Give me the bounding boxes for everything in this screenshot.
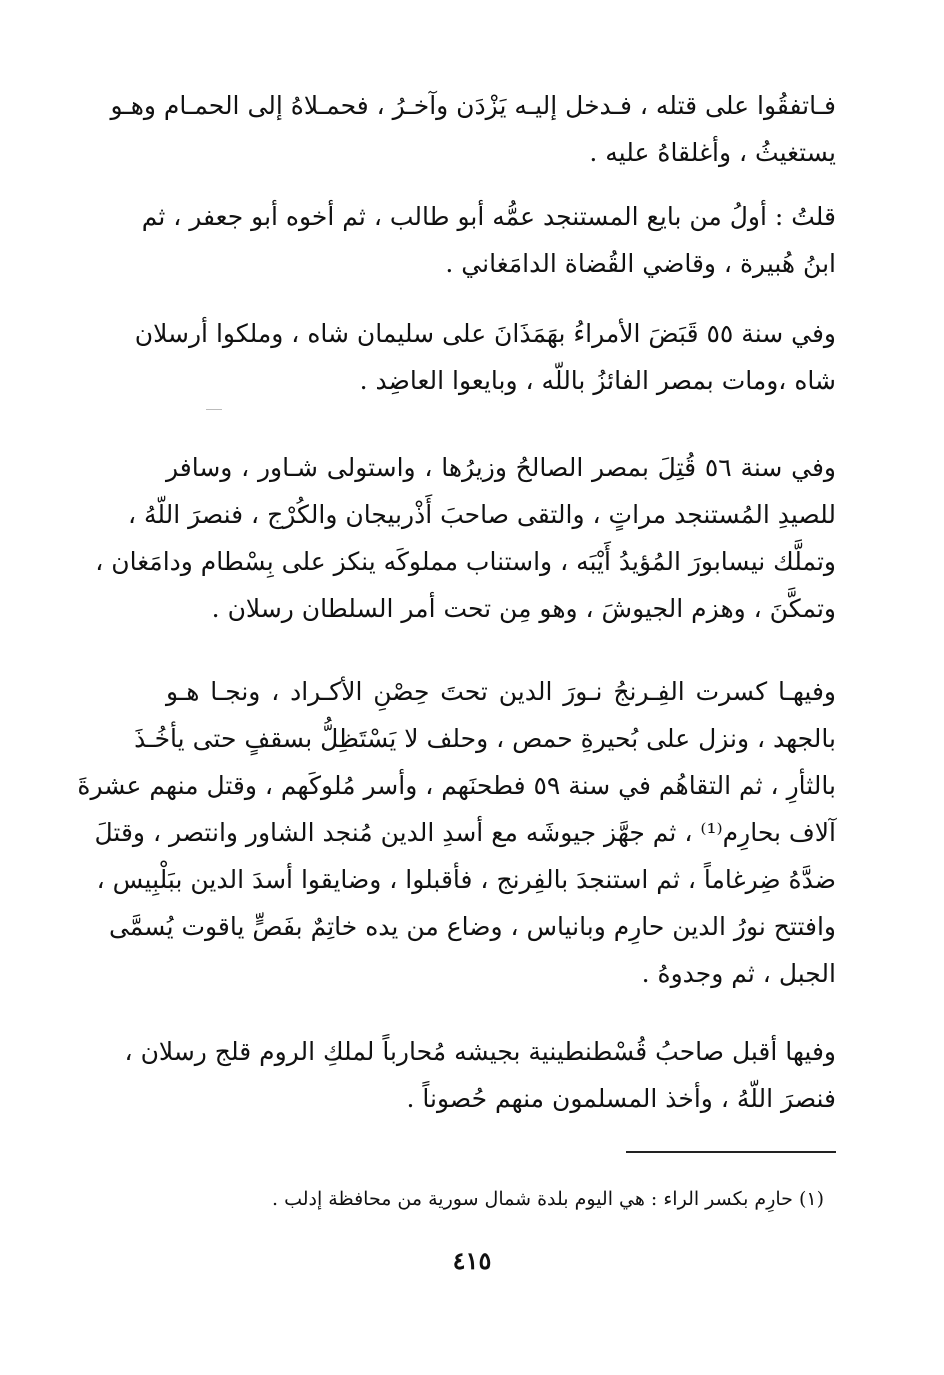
text-line: شاه ،ومات بمصر الفائزُ باللّه ، وبايعوا العاضِد . — [359, 366, 836, 395]
text-line: وفيهـا كسرت الفِـرنجُ نـورَ الدين تحتَ حِصْنِ الأكـراد ، ونجـا هـو — [166, 677, 836, 706]
text-line: فـاتفقُوا على قتله ، فـدخل إليـه يَزْدَن وآخـرُ ، فحمـلاهُ إلى الحمـام وهـو — [110, 91, 836, 120]
text-line: قلتُ : أولُ من بايع المستنجد عمُّه أبو طالب ، ثم أخوه أبو جعفر ، ثم — [141, 202, 836, 231]
text-line: بالجهد ، ونزل على بُحيرةِ حمص ، وحلف لا يَسْتَظِلُّ بسقفٍ حتى يأخُـذَ — [134, 724, 836, 753]
print-mark — [206, 409, 222, 410]
paragraph-2 — [141, 193, 836, 287]
text-line: آلاف بحارِم⁽¹⁾ ، ثم جهَّز جيوشَه مع أسدِ الدين مُنجد الشاور وانتصر ، وقتلَ — [94, 818, 836, 847]
text-line: وفيها أقبل صاحبُ قُسْطنطينية بجيشه مُحارباً لملكِ الروم قلج رسلان ، — [124, 1037, 836, 1066]
paragraph-1 — [110, 82, 836, 176]
footnote-divider — [626, 1151, 836, 1153]
text-line: الجبل ، ثم وجدوهُ . — [641, 959, 836, 988]
text-line: وافتتح نورُ الدين حارِم وبانياس ، وضاع من يده خاتِمٌ بفَصٍّ ياقوت يُسمَّى — [108, 912, 836, 941]
paragraph-4 — [95, 444, 836, 632]
text-line: بالثأرِ ، ثم التقاهُم في سنة ٥٩ فطحنَهم ، وأسر مُلوكَهم ، وقتل منهم عشرةَ — [77, 771, 836, 800]
page-number: ٤١٥ — [452, 1246, 492, 1275]
paragraph-6 — [124, 1028, 836, 1122]
text-line: للصيدِ المُستنجد مراتٍ ، والتقى صاحبَ أَذْربيجان والكُرْج ، فنصرَ اللّهُ ، — [127, 500, 836, 529]
footnote: (١) حارِم بكسر الراء : هي اليوم بلدة شمال سورية من محافظة إدلب . — [272, 1188, 824, 1210]
text-line: وتمكَّنَ ، وهزم الجيوشَ ، وهو مِن تحت أمر السلطان رسلان . — [211, 594, 836, 623]
text-line: ضدَّهُ ضِرغاماً ، ثم استنجدَ بالفِرنج ، فأقبلوا ، وضايقوا أسدَ الدين ببَلْبِيس ، — [96, 865, 836, 894]
paragraph-3 — [134, 310, 836, 404]
text-line: يستغيثُ ، وأغلقاهُ عليه . — [589, 138, 836, 167]
text-line: وتملَّك نيسابورَ المُؤيدُ أَيْبَه ، واستناب مملوكَه ينكز على بِسْطام ودامَغان ، — [95, 547, 836, 576]
text-line: فنصرَ اللّهُ ، وأخذ المسلمون منهم حُصوناً . — [406, 1084, 836, 1113]
text-line: ابنُ هُبيرة ، وقاضي القُضاة الدامَغاني . — [445, 249, 836, 278]
text-line: وفي سنة ٥٥ قَبَضَ الأمراءُ بهَمَذَانَ على سليمان شاه ، وملكوا أرسلان — [134, 319, 836, 348]
text-line: وفي سنة ٥٦ قُتِلَ بمصر الصالحُ وزيرُها ، واستولى شـاور ، وسافر — [166, 453, 836, 482]
paragraph-5 — [77, 668, 836, 997]
